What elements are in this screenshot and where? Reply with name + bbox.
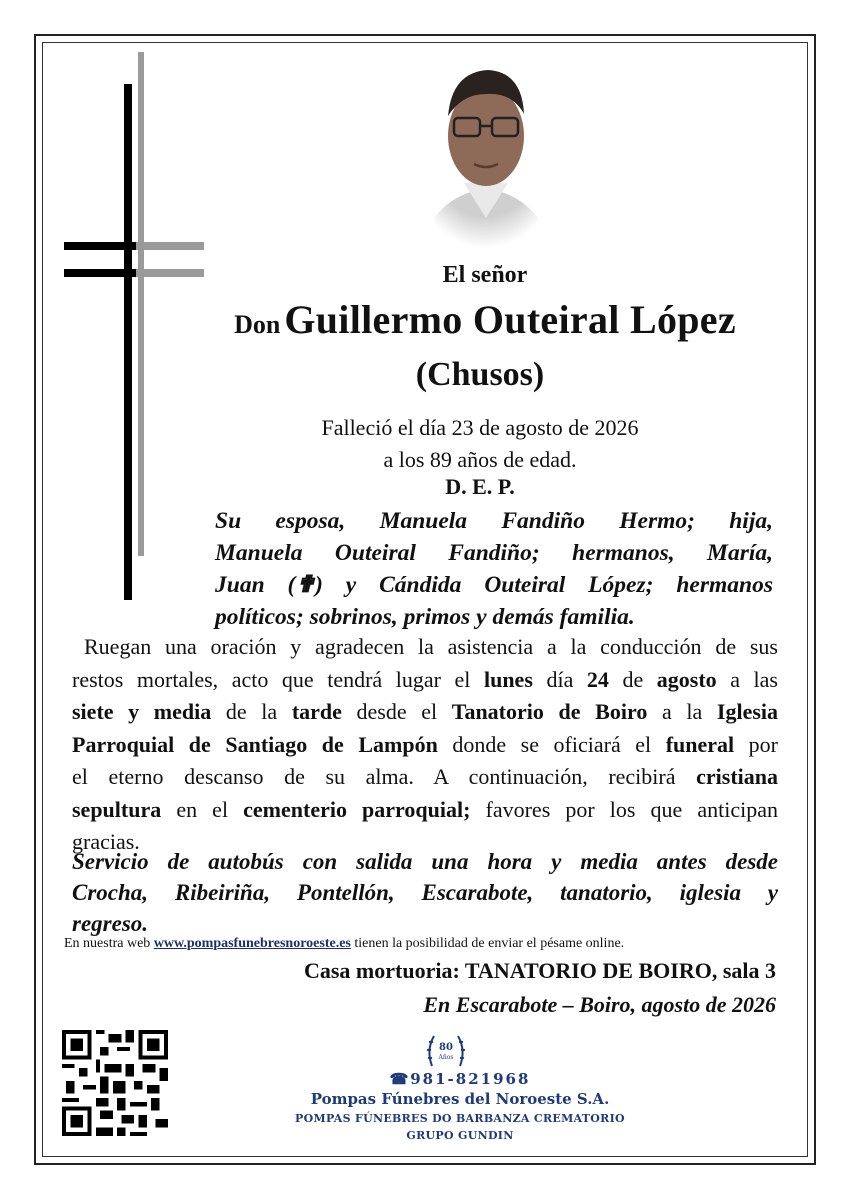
announcement-line: Parroquial de Santiago de Lampón donde se oficiará el funeral por <box>72 731 779 757</box>
svg-text:80: 80 <box>439 1042 453 1053</box>
phone-icon: ☎ <box>389 1070 411 1088</box>
company-name: Pompas Fúnebres del Noroeste S.A. <box>310 1090 610 1108</box>
bus-line: Crocha, Ribeiriña, Pontellón, Escarabote, tanatorio, iglesia y <box>72 880 778 905</box>
dep-label: D. E. P. <box>445 474 515 499</box>
announcement-line: el eterno descanso de su alma. A continuación, recibirá cristiana <box>72 764 778 789</box>
family-block <box>215 505 773 633</box>
deceased-name <box>190 296 780 343</box>
funeral-announcement <box>72 631 778 859</box>
death-age: a los 89 años de edad. <box>383 447 577 472</box>
announcement-line: Ruegan una oración y agradecen la asistencia a la conducción de sus <box>84 634 778 659</box>
qr-code[interactable] <box>62 1030 168 1136</box>
announcement-line: restos mortales, acto que tendrá lugar el lunes día 24 de agosto a las <box>72 666 778 692</box>
place-date: En Escarabote – Boiro, agosto de 2026 <box>423 992 776 1017</box>
family-line: Juan (✟) y Cándida Outeiral López; hermanos <box>215 572 773 598</box>
family-line: Su esposa, Manuela Fandiño Hermo; hija, <box>215 508 773 534</box>
family-line: políticos; sobrinos, primos y demás familia. <box>215 604 635 630</box>
announcement-line: sepultura en el cementerio parroquial; favores por los que anticipan <box>72 796 778 822</box>
title-label: El señor <box>442 262 528 288</box>
company-subtitle: POMPAS FÚNEBRES DO BARBANZA CREMATORIO <box>295 1112 625 1125</box>
anniversary-badge-icon <box>424 1030 468 1070</box>
bus-line: Servicio de autobús con salida una hora y media antes desde <box>72 849 778 874</box>
honorific: Don <box>234 310 281 339</box>
announcement-line: gracias. <box>72 829 140 854</box>
death-date: Falleció el día 23 de agosto de 2026 <box>321 415 639 440</box>
svg-text:Años: Años <box>438 1054 454 1061</box>
company-phone: ☎981-821968 <box>389 1070 531 1088</box>
bus-service <box>72 846 778 939</box>
announcement-line: siete y media de la tarde desde el Tanatorio de Boiro a la Iglesia <box>72 699 779 724</box>
full-name: Guillermo Outeiral López <box>284 297 736 342</box>
website-link[interactable]: www.pompasfunebresnoroeste.es <box>153 936 351 951</box>
bus-line: regreso. <box>72 911 149 936</box>
web-notice: En nuestra web www.pompasfunebresnoroeste.es tienen la posibilidad de enviar el pésame online. <box>64 936 625 951</box>
death-info <box>230 412 730 476</box>
deceased-portrait <box>412 58 560 248</box>
nickname: (Chusos) <box>415 356 545 393</box>
family-line: Manuela Outeiral Fandiño; hermanos, María, <box>215 540 773 566</box>
funeral-home: Casa mortuoria: TANATORIO DE BOIRO, sala 3 <box>303 958 776 983</box>
company-group: GRUPO GUNDIN <box>406 1129 514 1142</box>
